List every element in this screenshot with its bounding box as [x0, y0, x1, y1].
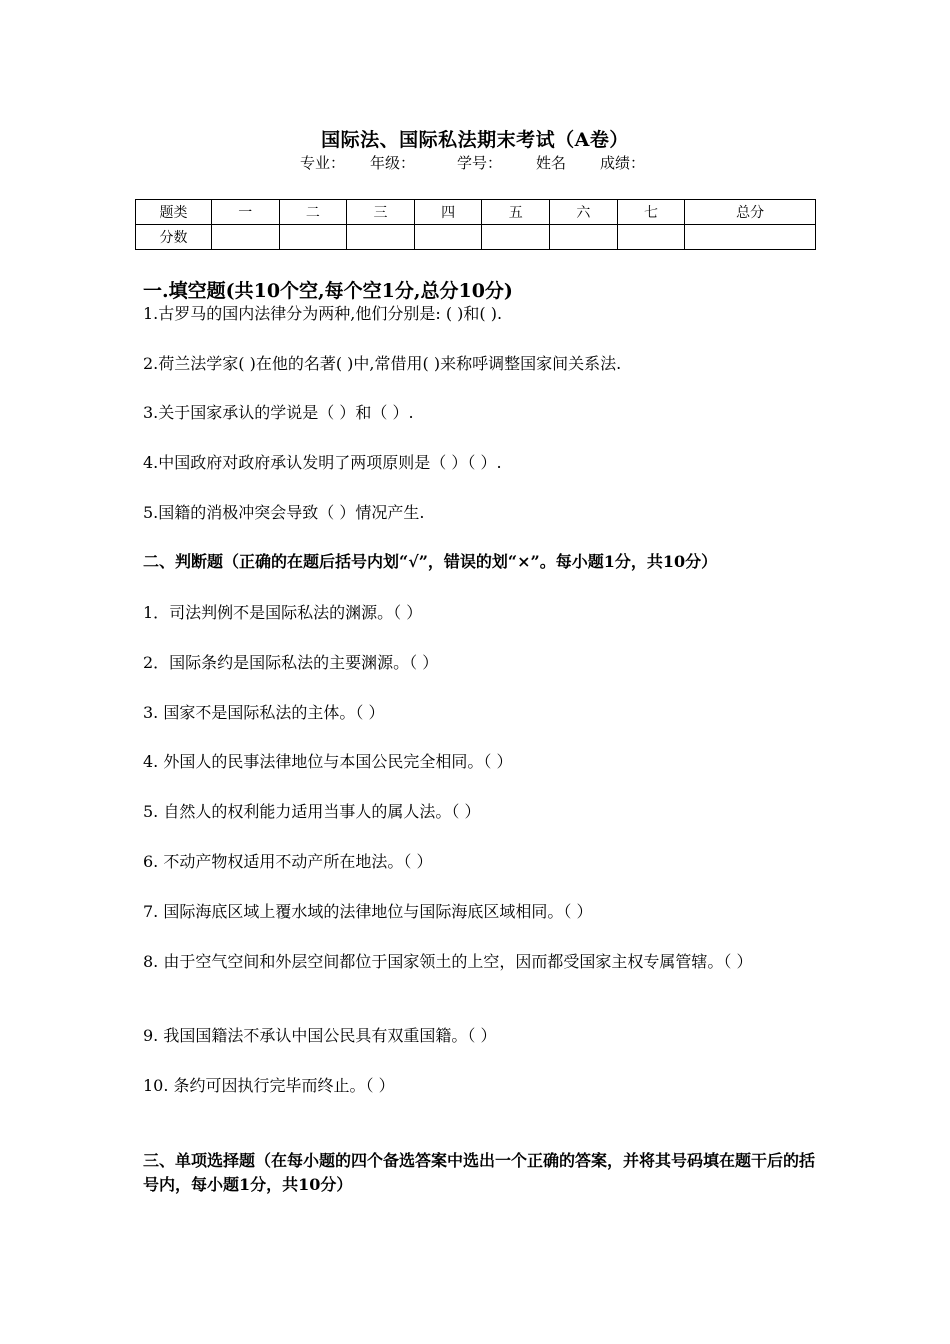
student-id-label: 学号：: [457, 154, 503, 172]
fill-question-4: 4.中国政府对政府承认发明了两项原则是（ ）（ ）.: [143, 453, 502, 472]
fill-question-2: 2.荷兰法学家( )在他的名著( )中,常借用( )来称呼调整国家间关系法.: [143, 354, 622, 373]
grade-label: 年级：: [370, 154, 416, 172]
judge-question-6: 6. 不动产物权适用不动产所在地法。（ ）: [143, 852, 433, 871]
fill-question-3: 3.关于国家承认的学说是（ ）和（ ）.: [143, 403, 414, 422]
score-cell[interactable]: [482, 225, 550, 250]
score-table-header-cell: 二: [279, 200, 347, 225]
score-cell[interactable]: [212, 225, 280, 250]
section3-heading: 三、单项选择题（在每小题的四个备选答案中选出一个正确的答案，并将其号码填在题干后的括号内，每小题1分，共10分）: [143, 1151, 816, 1194]
score-cell[interactable]: [685, 225, 816, 250]
score-cell[interactable]: [347, 225, 415, 250]
score-table-header-cell: 三: [347, 200, 415, 225]
score-cell[interactable]: [414, 225, 482, 250]
name-label: 姓名: [536, 154, 567, 172]
score-row-label: 分数: [136, 225, 212, 250]
score-table-header-cell: 题类: [136, 200, 212, 225]
judge-question-2: 2．国际条约是国际私法的主要渊源。（ ）: [143, 653, 439, 672]
score-cell[interactable]: [617, 225, 685, 250]
judge-question-10: 10. 条约可因执行完毕而终止。（ ）: [143, 1076, 395, 1095]
judge-question-8: 8. 由于空气空间和外层空间都位于国家领土的上空，因而都受国家主权专属管辖。（ ）: [143, 952, 753, 971]
judge-question-9: 9. 我国国籍法不承认中国公民具有双重国籍。（ ）: [143, 1026, 497, 1045]
score-table-header-cell: 一: [212, 200, 280, 225]
score-table-header-cell: 五: [482, 200, 550, 225]
score-table-header-cell: 总分: [685, 200, 816, 225]
major-label: 专业：: [300, 154, 346, 172]
judge-question-7: 7. 国际海底区域上覆水域的法律地位与国际海底区域相同。（ ）: [143, 902, 593, 921]
section1-heading: 一.填空题(共10个空,每个空1分,总分10分): [143, 280, 513, 302]
score-table-header-cell: 六: [550, 200, 618, 225]
score-table: [135, 199, 816, 250]
judge-question-4: 4. 外国人的民事法律地位与本国公民完全相同。（ ）: [143, 752, 513, 771]
fill-question-1: 1.古罗马的国内法律分为两种,他们分别是: ( )和( ).: [143, 304, 503, 323]
judge-question-3: 3. 国家不是国际私法的主体。（ ）: [143, 703, 385, 722]
exam-title: 国际法、国际私法期末考试（A卷）: [321, 129, 629, 151]
judge-question-5: 5. 自然人的权利能力适用当事人的属人法。（ ）: [143, 802, 481, 821]
section2-heading: 二、判断题（正确的在题后括号内划“√”，错误的划“×”。每小题1分，共10分）: [143, 552, 718, 571]
score-cell[interactable]: [550, 225, 618, 250]
judge-question-1: 1．司法判例不是国际私法的渊源。（ ）: [143, 603, 423, 622]
fill-question-5: 5.国籍的消极冲突会导致（ ）情况产生.: [143, 503, 425, 522]
score-table-header-cell: 七: [617, 200, 685, 225]
score-table-header-cell: 四: [414, 200, 482, 225]
score-table-header-row: [136, 200, 816, 225]
score-cell[interactable]: [279, 225, 347, 250]
score-table-score-row: [136, 225, 816, 250]
score-label: 成绩：: [600, 154, 646, 172]
